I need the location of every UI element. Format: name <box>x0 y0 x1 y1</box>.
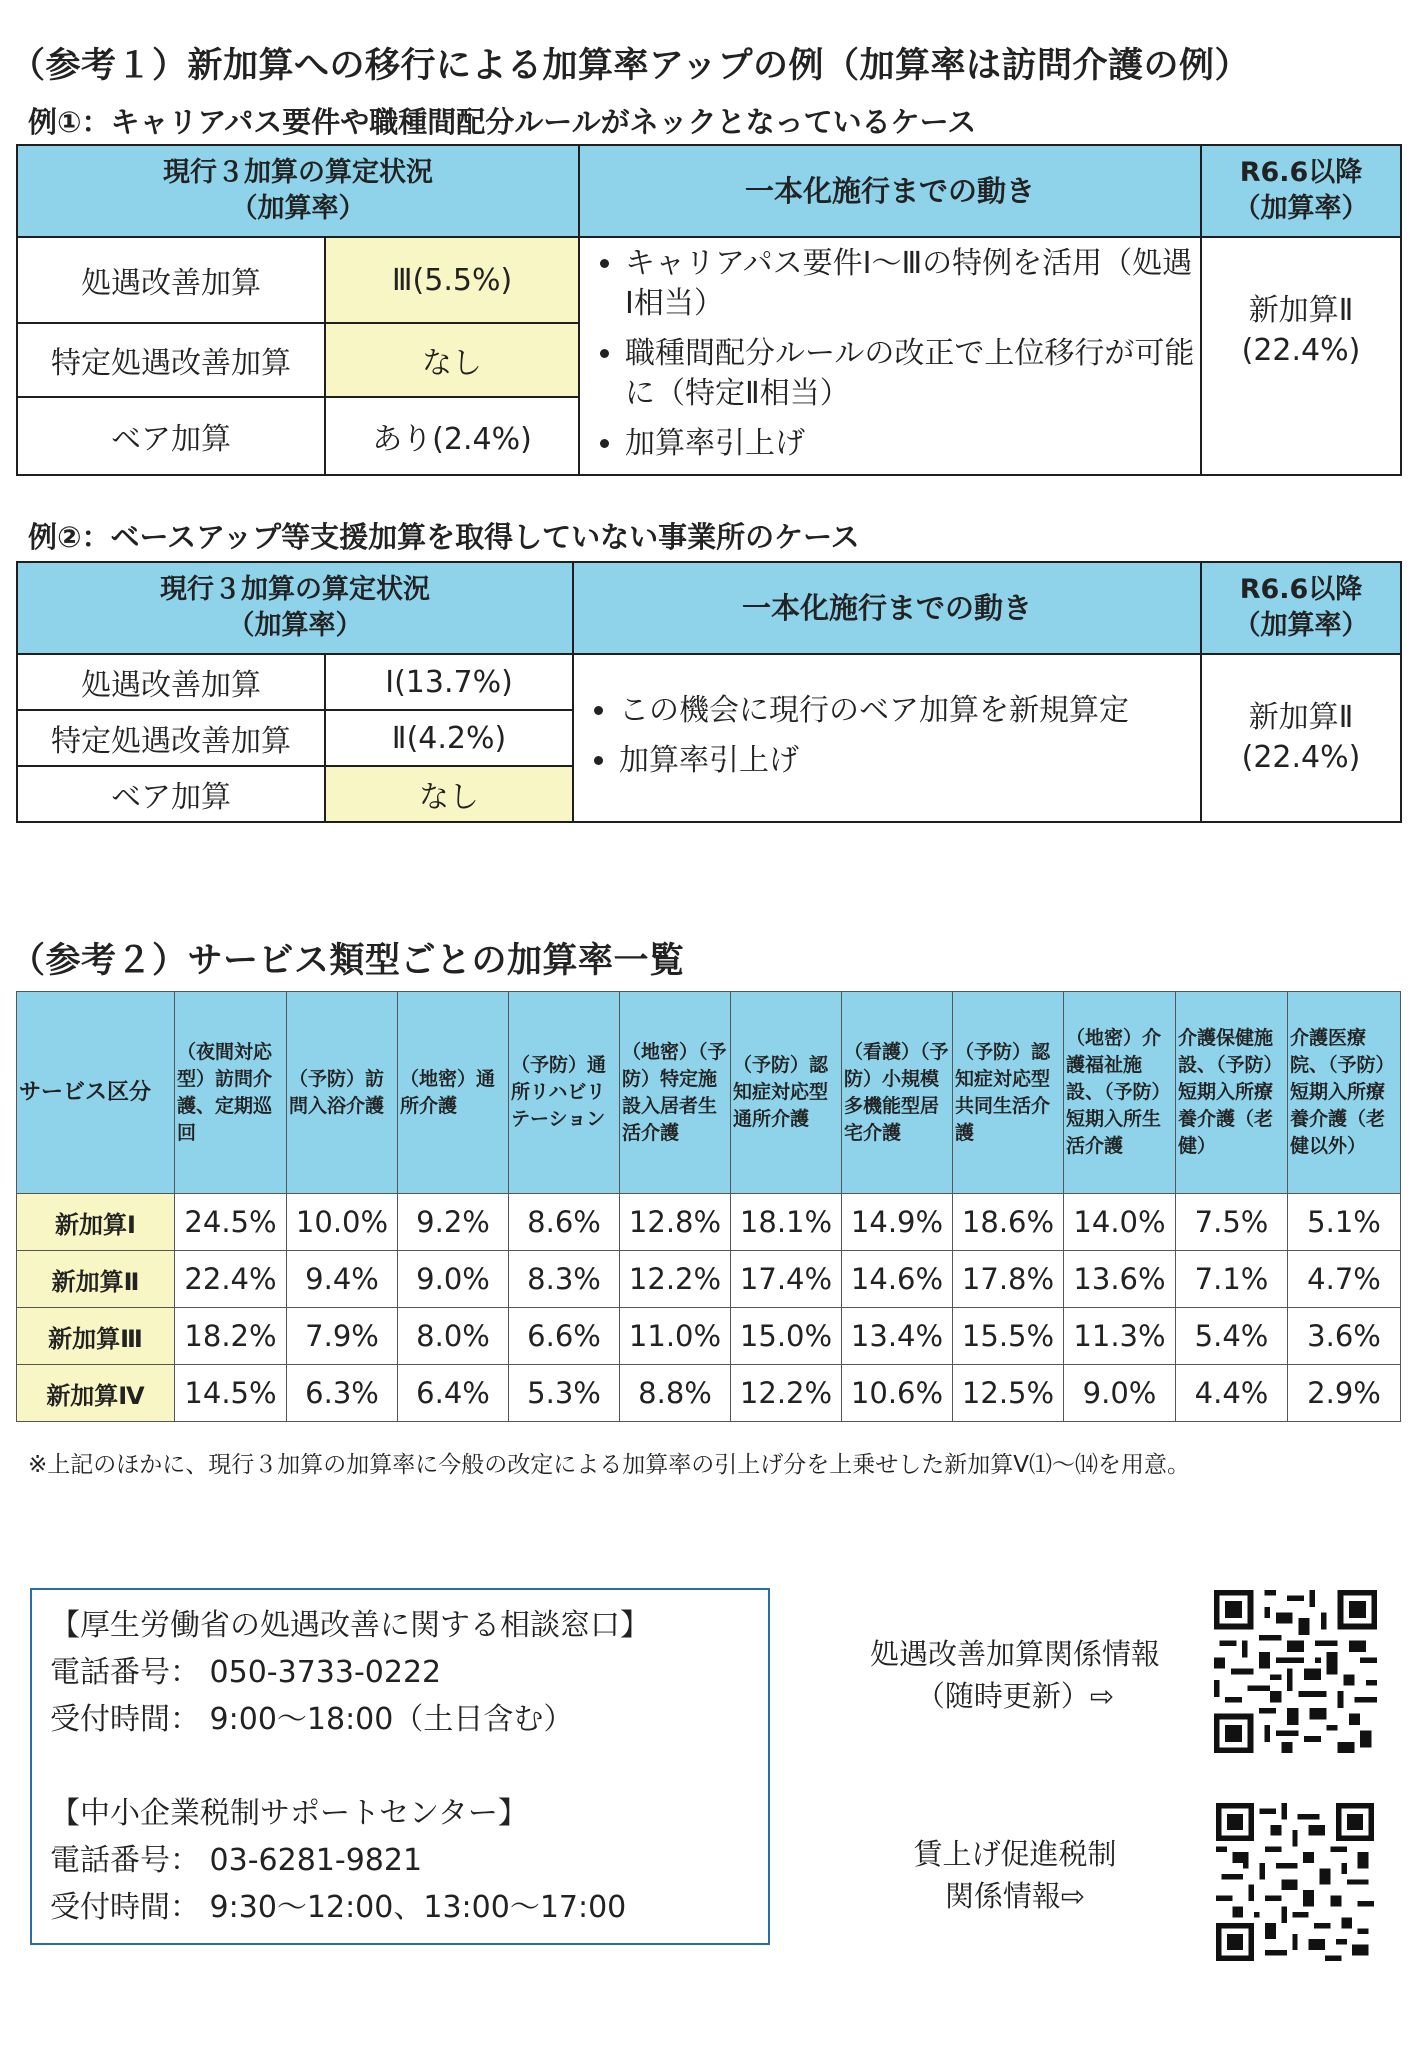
rates-cell: 4.4% <box>1176 1365 1288 1422</box>
rates-cell: 18.2% <box>175 1308 287 1365</box>
rates-cell: 10.0% <box>287 1194 398 1251</box>
example2-table <box>16 561 1402 823</box>
mhlw-title: 【厚生労働省の処遇改善に関する相談窓口】 <box>50 1608 650 1643</box>
mhlw-phone[interactable]: 電話番号： 050-3733-0222 <box>50 1655 442 1690</box>
qr-code-icon[interactable] <box>1216 1803 1374 1961</box>
rates-column-header: （看護）（予防）小規模多機能型居宅介護 <box>842 992 953 1194</box>
rates-cell: 10.6% <box>842 1365 953 1422</box>
rates-cell: 14.5% <box>175 1365 287 1422</box>
example1-subtitle: 例①：キャリアパス要件や職種間配分ルールがネックとなっているケース <box>28 105 977 139</box>
rates-cell: 15.0% <box>731 1308 842 1365</box>
qr-code-icon[interactable] <box>1214 1590 1377 1753</box>
rates-cell: 9.0% <box>398 1251 509 1308</box>
link1-label[interactable]: 処遇改善加算関係情報 （随時更新）⇨ <box>869 1637 1160 1713</box>
rates-cell: 14.6% <box>842 1251 953 1308</box>
rates-row <box>17 1308 1401 1365</box>
rates-cell: 5.3% <box>509 1365 620 1422</box>
rates-cell: 9.0% <box>1064 1365 1176 1422</box>
example1-row-label: 特定処遇改善加算 <box>17 323 325 397</box>
example2-after-rate: (22.4%) <box>1241 740 1361 775</box>
rates-corner-header: サービス区分 <box>17 992 175 1194</box>
rates-row-label: 新加算Ⅲ <box>17 1308 175 1365</box>
example2-row-value: なし <box>325 766 573 822</box>
example2-header-after: R6.6以降 （加算率） <box>1201 562 1401 654</box>
example2-bullet: • 加算率引上げ <box>619 741 1200 781</box>
rates-cell: 11.3% <box>1064 1308 1176 1365</box>
rates-cell: 8.3% <box>509 1251 620 1308</box>
rates-cell: 8.8% <box>620 1365 731 1422</box>
rates-cell: 2.9% <box>1288 1365 1401 1422</box>
rates-cell: 15.5% <box>953 1308 1064 1365</box>
rates-cell: 6.3% <box>287 1365 398 1422</box>
rates-cell: 22.4% <box>175 1251 287 1308</box>
rates-cell: 24.5% <box>175 1194 287 1251</box>
rates-cell: 6.4% <box>398 1365 509 1422</box>
rates-column-header: 介護保健施設、（予防）短期入所療養介護（老健） <box>1176 992 1288 1194</box>
rates-cell: 7.5% <box>1176 1194 1288 1251</box>
rates-column-header: （夜間対応型）訪問介護、定期巡回 <box>175 992 287 1194</box>
rates-column-header: （地密）（予防）特定施設入居者生活介護 <box>620 992 731 1194</box>
example1-table <box>16 144 1402 476</box>
example2-row-value: Ⅱ(4.2%) <box>325 710 573 766</box>
example1-row-value: なし <box>325 323 579 397</box>
rates-column-header: （予防）認知症対応型共同生活介護 <box>953 992 1064 1194</box>
section1-title: （参考１）新加算への移行による加算率アップの例（加算率は訪問介護の例） <box>10 46 1251 86</box>
rates-note: ※上記のほかに、現行３加算の加算率に今般の改定による加算率の引上げ分を上乗せした新加算Ⅴ⑴～⒁を用意。 <box>28 1452 1191 1478</box>
example1-row-label: ベア加算 <box>17 397 325 475</box>
example2-bullet: • この機会に現行のベア加算を新規算定 <box>619 691 1200 731</box>
rates-cell: 17.8% <box>953 1251 1064 1308</box>
rates-column-header: （予防）訪問入浴介護 <box>287 992 398 1194</box>
rates-cell: 4.7% <box>1288 1251 1401 1308</box>
rates-column-header: （地密）通所介護 <box>398 992 509 1194</box>
example1-row-label: 処遇改善加算 <box>17 237 325 323</box>
example1-row-value: Ⅲ(5.5%) <box>325 237 579 323</box>
example2-header-movement: 一本化施行までの動き <box>573 562 1201 654</box>
rates-table <box>16 991 1401 1422</box>
rates-row <box>17 1365 1401 1422</box>
rates-row-label: 新加算Ⅱ <box>17 1251 175 1308</box>
link2-label[interactable]: 賃上げ促進税制 関係情報⇨ <box>913 1837 1117 1913</box>
rates-body <box>17 1194 1401 1422</box>
rates-cell: 9.2% <box>398 1194 509 1251</box>
rates-row-label: 新加算Ⅰ <box>17 1194 175 1251</box>
rates-cell: 8.6% <box>509 1194 620 1251</box>
rates-cell: 13.4% <box>842 1308 953 1365</box>
rates-cell: 14.0% <box>1064 1194 1176 1251</box>
rates-column-header: （地密）介護福祉施設、（予防）短期入所生活介護 <box>1064 992 1176 1194</box>
rates-cell: 12.2% <box>620 1251 731 1308</box>
rates-cell: 3.6% <box>1288 1308 1401 1365</box>
contact-box <box>30 1588 770 1945</box>
example1-bullet: • 加算率引上げ <box>625 424 1200 464</box>
example1-header-current: 現行３加算の算定状況 （加算率） <box>17 145 579 237</box>
example2-row-value: Ⅰ(13.7%) <box>325 654 573 710</box>
rates-column-header: （予防）認知症対応型通所介護 <box>731 992 842 1194</box>
sme-hours: 受付時間： 9:30～12:00、13:00～17:00 <box>50 1890 627 1925</box>
rates-cell: 12.5% <box>953 1365 1064 1422</box>
example1-row-value: あり(2.4%) <box>325 397 579 475</box>
sme-title: 【中小企業税制サポートセンター】 <box>50 1796 528 1831</box>
example1-header-movement: 一本化施行までの動き <box>579 145 1201 237</box>
rates-row <box>17 1194 1401 1251</box>
example1-after-name: 新加算Ⅱ <box>1248 293 1354 328</box>
rates-cell: 6.6% <box>509 1308 620 1365</box>
rates-cell: 13.6% <box>1064 1251 1176 1308</box>
rates-cell: 7.1% <box>1176 1251 1288 1308</box>
section2-title: （参考２）サービス類型ごとの加算率一覧 <box>10 941 685 981</box>
example2-row-label: ベア加算 <box>17 766 325 822</box>
example2-header-current: 現行３加算の算定状況 （加算率） <box>17 562 573 654</box>
rates-row-label: 新加算Ⅳ <box>17 1365 175 1422</box>
example1-after-rate: (22.4%) <box>1241 333 1361 368</box>
rates-cell: 18.6% <box>953 1194 1064 1251</box>
sme-phone[interactable]: 電話番号： 03-6281-9821 <box>50 1843 423 1878</box>
rates-cell: 5.4% <box>1176 1308 1288 1365</box>
example1-header-after: R6.6以降 （加算率） <box>1201 145 1401 237</box>
rates-column-header: 介護医療院、（予防）短期入所療養介護（老健以外） <box>1288 992 1401 1194</box>
example1-bullet: • 職種間配分ルールの改正で上位移行が可能に（特定Ⅱ相当） <box>625 334 1200 414</box>
example1-after-cell <box>1201 237 1401 475</box>
example2-row-label: 特定処遇改善加算 <box>17 710 325 766</box>
example2-movement-cell <box>573 654 1201 822</box>
example1-bullet: • キャリアパス要件Ⅰ～Ⅲの特例を活用（処遇Ⅰ相当） <box>625 244 1200 324</box>
rates-row <box>17 1251 1401 1308</box>
rates-cell: 5.1% <box>1288 1194 1401 1251</box>
example1-movement-cell <box>579 237 1201 475</box>
rates-cell: 12.8% <box>620 1194 731 1251</box>
rates-cell: 17.4% <box>731 1251 842 1308</box>
example2-row-label: 処遇改善加算 <box>17 654 325 710</box>
rates-column-header: （予防）通所リハビリテーション <box>509 992 620 1194</box>
rates-cell: 14.9% <box>842 1194 953 1251</box>
rates-cell: 12.2% <box>731 1365 842 1422</box>
example2-subtitle: 例②：ベースアップ等支援加算を取得していない事業所のケース <box>28 520 860 554</box>
rates-cell: 11.0% <box>620 1308 731 1365</box>
rates-cell: 8.0% <box>398 1308 509 1365</box>
rates-cell: 9.4% <box>287 1251 398 1308</box>
example2-after-name: 新加算Ⅱ <box>1248 700 1354 735</box>
mhlw-hours: 受付時間： 9:00～18:00（土日含む） <box>50 1702 574 1737</box>
example2-after-cell <box>1201 654 1401 822</box>
rates-cell: 18.1% <box>731 1194 842 1251</box>
rates-cell: 7.9% <box>287 1308 398 1365</box>
